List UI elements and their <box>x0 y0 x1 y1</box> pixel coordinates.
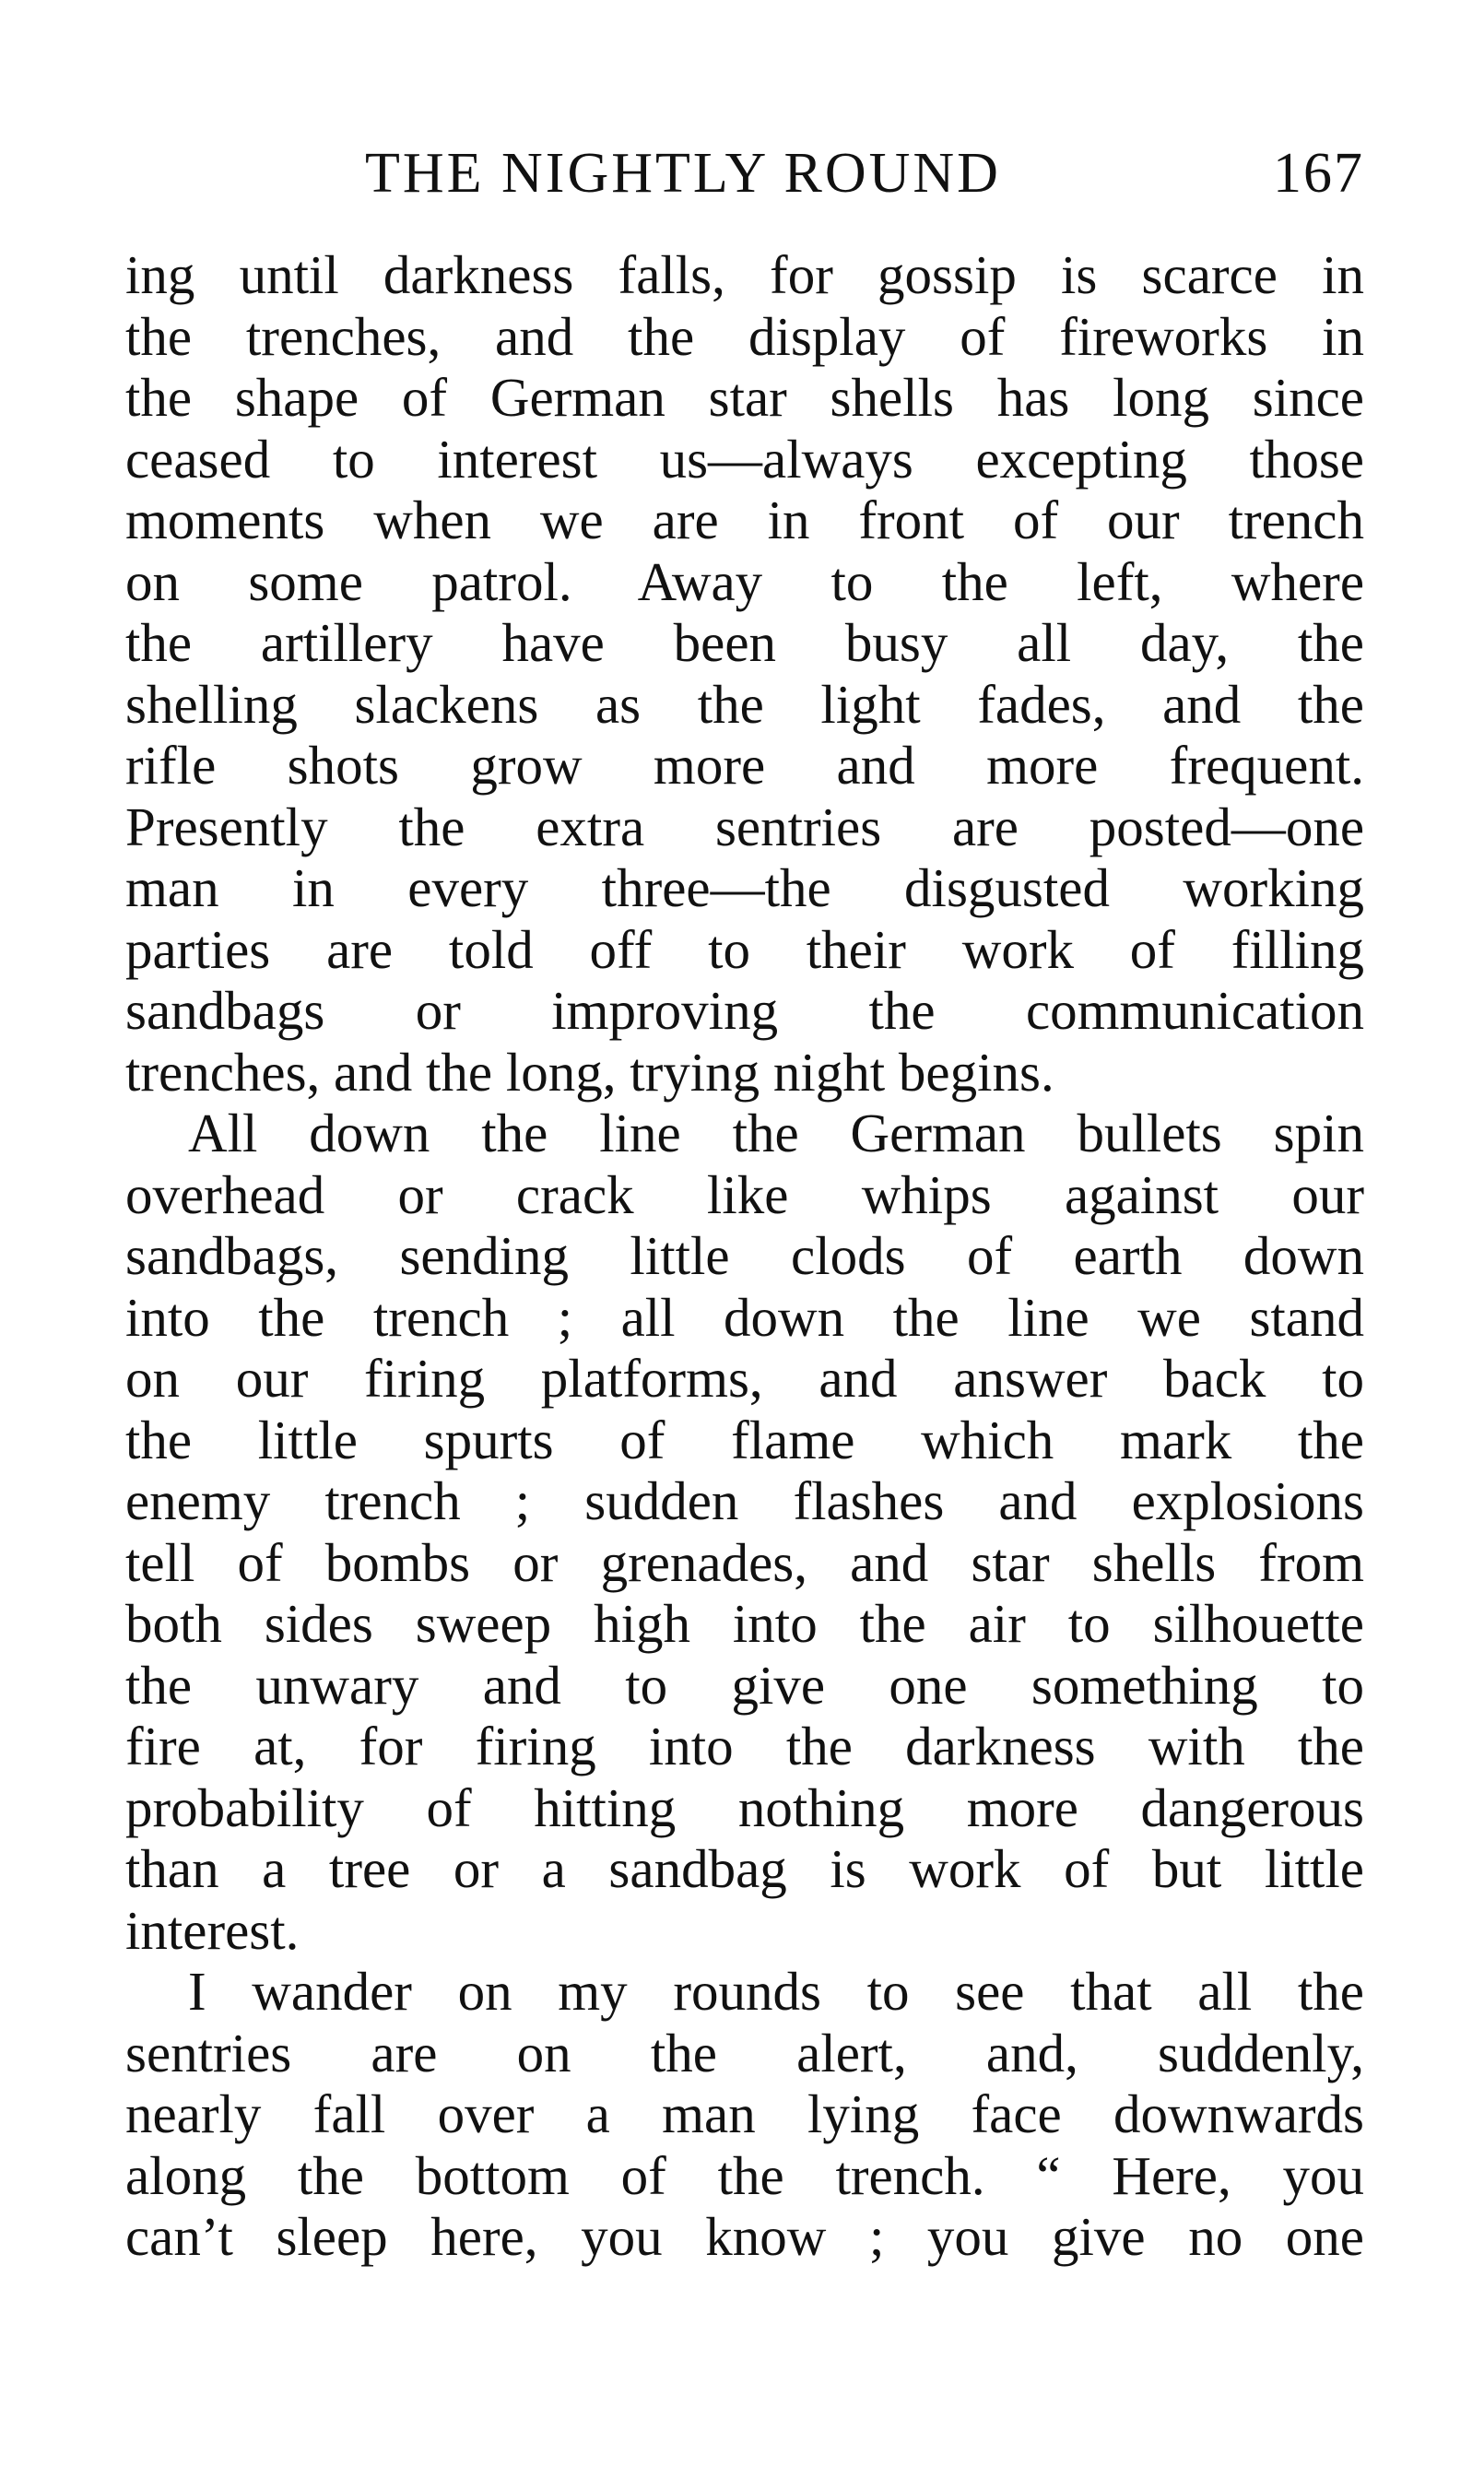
text-line: than a tree or a sandbag is work of but little <box>125 1838 1364 1899</box>
text-line: trenches, and the long, trying night begins. <box>125 1041 1054 1103</box>
text-line: shelling slackens as the light fades, and the <box>125 673 1364 735</box>
text-line: All down the line the German bullets spin <box>188 1103 1364 1163</box>
text-line: along the bottom of the trench. “ Here, you <box>125 2144 1364 2206</box>
text-line: interest. <box>125 1899 300 1961</box>
text-line: nearly fall over a man lying face downwards <box>125 2083 1364 2144</box>
text-line: on our firing platforms, and answer back to <box>125 1348 1364 1409</box>
text-line: sentries are on the alert, and, suddenly, <box>125 2022 1364 2083</box>
text-line: ing until darkness falls, for gossip is scarce in <box>125 244 1364 305</box>
text-line: I wander on my rounds to see that all the <box>188 1961 1364 2022</box>
text-line: ceased to interest us—always excepting those <box>125 428 1364 490</box>
text-line: overhead or crack like whips against our <box>125 1163 1364 1225</box>
page-number: 167 <box>1273 142 1364 205</box>
text-line: tell of bombs or grenades, and star shells from <box>125 1531 1364 1593</box>
text-line: both sides sweep high into the air to silhouette <box>125 1593 1364 1654</box>
text-line: the trenches, and the display of fireworks in <box>125 305 1364 367</box>
text-line: fire at, for firing into the darkness with the <box>125 1716 1364 1776</box>
text-line: the artillery have been busy all day, the <box>125 612 1364 673</box>
text-line: sandbags, sending little clods of earth down <box>125 1225 1364 1286</box>
text-line: sandbags or improving the communication <box>125 980 1364 1041</box>
body-text <box>125 244 1364 2268</box>
text-line: the little spurts of flame which mark the <box>125 1409 1364 1470</box>
running-title: THE NIGHTLY ROUND <box>365 142 1001 205</box>
text-line: enemy trench ; sudden flashes and explosions <box>125 1470 1364 1531</box>
text-line: moments when we are in front of our trench <box>125 490 1364 550</box>
text-line: on some patrol. Away to the left, where <box>125 550 1364 612</box>
text-line: the shape of German star shells has long since <box>125 367 1364 428</box>
text-line: man in every three—the disgusted working <box>125 857 1364 918</box>
text-line: can’t sleep here, you know ; you give no one <box>125 2206 1364 2267</box>
text-line: parties are told off to their work of filling <box>125 918 1364 980</box>
text-line: rifle shots grow more and more frequent. <box>125 735 1364 796</box>
running-head <box>125 136 1364 210</box>
text-line: into the trench ; all down the line we stand <box>125 1286 1364 1348</box>
text-line: the unwary and to give one something to <box>125 1654 1364 1716</box>
text-line: Presently the extra sentries are posted—one <box>125 796 1364 857</box>
text-line: probability of hitting nothing more dangerous <box>125 1776 1364 1838</box>
